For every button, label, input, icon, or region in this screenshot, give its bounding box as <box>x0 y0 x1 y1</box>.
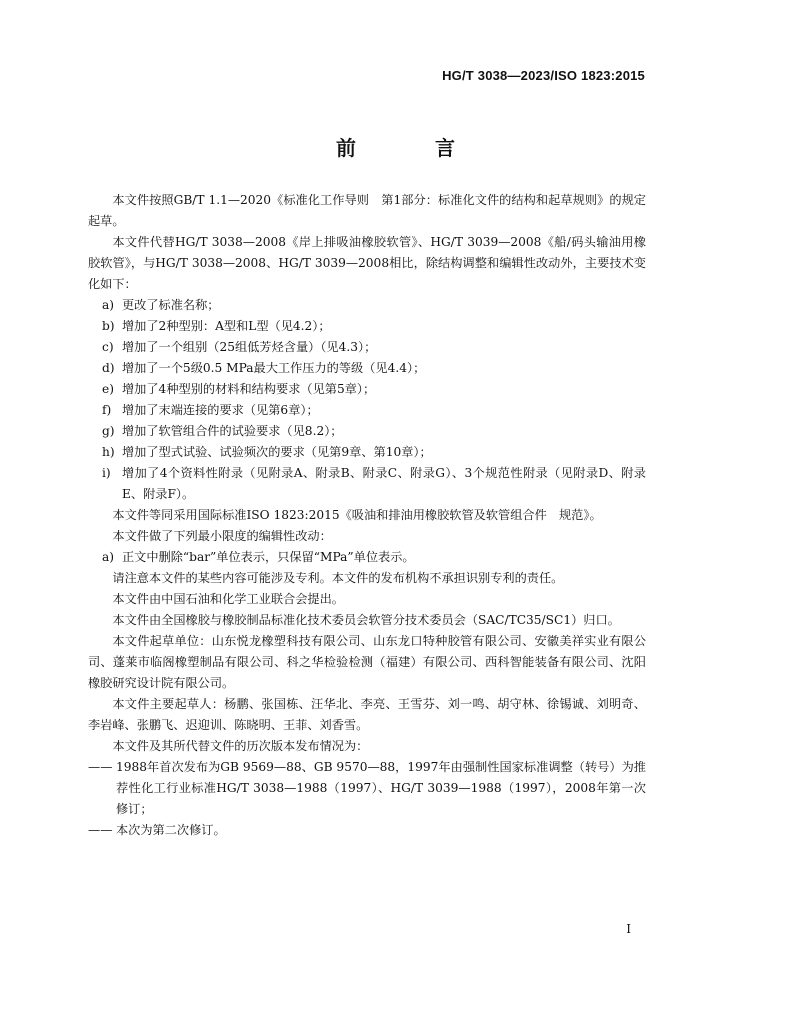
paragraph-drafters: 本文件主要起草人：杨鹏、张国栋、汪华北、李亮、王雪芬、刘一鸣、胡守林、徐锡诚、刘明奇、李岩峰、张鹏飞、迟迎训、陈晓明、王菲、刘香雪。 <box>88 697 646 732</box>
list-item: i) 增加了4个资料性附录（见附录A、附录B、附录C、附录G）、3个规范性附录（见附录D、附录E、附录F）。 <box>102 466 646 501</box>
list-item: h) 增加了型式试验、试验频次的要求（见第9章、第10章）； <box>102 445 432 459</box>
list-item: a) 更改了标准名称； <box>102 298 220 312</box>
page-number: I <box>626 922 631 936</box>
list-item: d) 增加了一个5级0.5 MPa最大工作压力的等级（见4.4）； <box>102 361 426 375</box>
paragraph-replaces: 本文件代替HG/T 3038—2008《岸上排吸油橡胶软管》、HG/T 3039—2008《船/码头输油用橡胶软管》，与HG/T 3038—2008、HG/T 3039—2008相比，除结构调整和编辑性改动外，主要技术变化如下： <box>88 235 646 291</box>
page-title: 前 言 <box>336 136 491 160</box>
list-item: g) 增加了软管组合件的试验要求（见8.2）； <box>102 424 343 438</box>
standard-code: HG/T 3038—2023/ISO 1823:2015 <box>442 68 645 83</box>
paragraph-drafting-rule: 本文件按照GB/T 1.1—2020《标准化工作导则 第1部分：标准化文件的结构和起草规则》的规定起草。 <box>88 193 646 228</box>
list-item: a) 正文中删除“bar”单位表示，只保留“MPa”单位表示。 <box>102 550 415 564</box>
list-item: e) 增加了4种型别的材料和结构要求（见第5章）； <box>102 382 376 396</box>
technical-changes-list <box>88 295 646 505</box>
list-item: c) 增加了一个组别（25组低芳烃含量）（见4.3）； <box>102 340 377 354</box>
paragraph-history-intro: 本文件及其所代替文件的历次版本发布情况为： <box>112 739 369 753</box>
history-item: —— 1988年首次发布为GB 9569—88、GB 9570—88，1997年由强制性国家标准调整（转号）为推荐性化工行业标准HG/T 3038—1988（1997）、HG/T 3039—1988（1997），2008年第一次修订； <box>88 760 646 816</box>
list-item: f) 增加了末端连接的要求（见第6章）； <box>102 403 319 417</box>
paragraph-proposer: 本文件由中国石油和化学工业联合会提出。 <box>112 592 344 606</box>
paragraph-committee: 本文件由全国橡胶与橡胶制品标准化技术委员会软管分技术委员会（SAC/TC35/SC1）归口。 <box>112 613 620 627</box>
paragraph-drafting-units: 本文件起草单位：山东悦龙橡塑科技有限公司、山东龙口特种胶管有限公司、安徽美祥实业有限公司、蓬莱市临阁橡塑制品有限公司、科之华检验检测（福建）有限公司、西科智能装备有限公司、沈阳橡胶研究设计院有限公司。 <box>88 634 646 690</box>
paragraph-editorial: 本文件做了下列最小限度的编辑性改动： <box>112 529 332 543</box>
history-item: —— 本次为第二次修订。 <box>88 823 226 837</box>
list-item: b) 增加了2种型别：A型和L型（见4.2）； <box>102 319 331 333</box>
paragraph-equivalence: 本文件等同采用国际标准ISO 1823:2015《吸油和排油用橡胶软管及软管组合件 规范》。 <box>112 508 602 522</box>
document-body <box>88 190 646 841</box>
paragraph-patent-notice: 请注意本文件的某些内容可能涉及专利。本文件的发布机构不承担识别专利的责任。 <box>112 571 564 585</box>
editorial-changes-list <box>88 547 646 568</box>
